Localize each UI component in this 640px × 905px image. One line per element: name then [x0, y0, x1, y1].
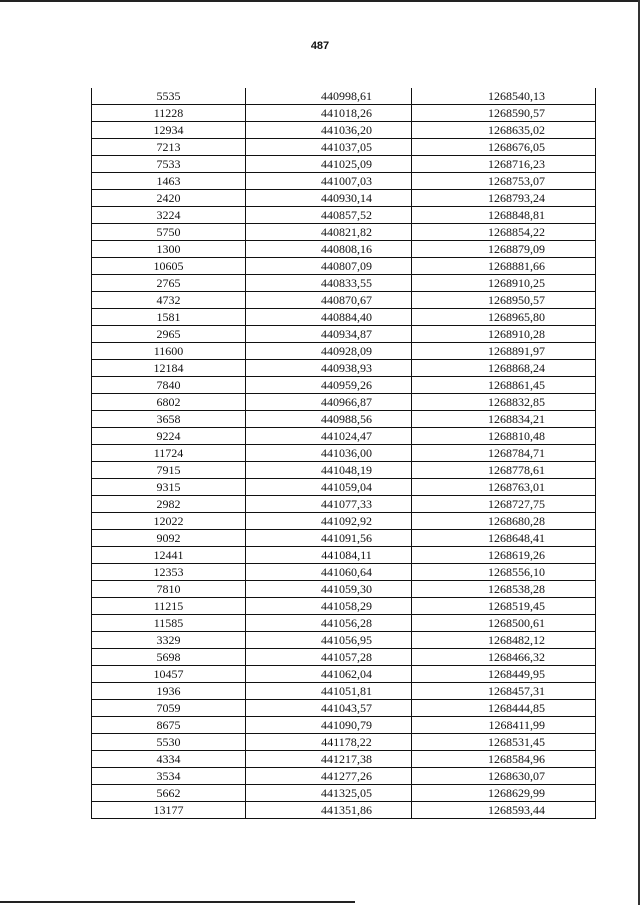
point-number-cell: 7213	[92, 139, 246, 156]
y-coordinate-cell: 1268793,24	[412, 190, 596, 207]
x-coordinate-cell: 441056,28	[246, 615, 412, 632]
point-number-cell: 8675	[92, 717, 246, 734]
table-row	[92, 564, 596, 581]
point-number-cell: 11585	[92, 615, 246, 632]
point-number-cell: 1300	[92, 241, 246, 258]
point-number-cell: 2982	[92, 496, 246, 513]
x-coordinate-cell: 440938,93	[246, 360, 412, 377]
y-coordinate-cell: 1268584,96	[412, 751, 596, 768]
y-coordinate-cell: 1268891,97	[412, 343, 596, 360]
x-coordinate-cell: 441018,26	[246, 105, 412, 122]
table-row	[92, 173, 596, 190]
table-row	[92, 105, 596, 122]
point-number-cell: 6802	[92, 394, 246, 411]
x-coordinate-cell: 440966,87	[246, 394, 412, 411]
point-number-cell: 1936	[92, 683, 246, 700]
x-coordinate-cell: 441090,79	[246, 717, 412, 734]
y-coordinate-cell: 1268834,21	[412, 411, 596, 428]
point-number-cell: 7810	[92, 581, 246, 598]
y-coordinate-cell: 1268861,45	[412, 377, 596, 394]
point-number-cell: 11724	[92, 445, 246, 462]
point-number-cell: 9092	[92, 530, 246, 547]
point-number-cell: 10457	[92, 666, 246, 683]
x-coordinate-cell: 440959,26	[246, 377, 412, 394]
point-number-cell: 11228	[92, 105, 246, 122]
point-number-cell: 7533	[92, 156, 246, 173]
table-row	[92, 479, 596, 496]
point-number-cell: 2420	[92, 190, 246, 207]
x-coordinate-cell: 441325,05	[246, 785, 412, 802]
point-number-cell: 12934	[92, 122, 246, 139]
table-row	[92, 377, 596, 394]
y-coordinate-cell: 1268965,80	[412, 309, 596, 326]
y-coordinate-cell: 1268910,28	[412, 326, 596, 343]
table-row	[92, 190, 596, 207]
x-coordinate-cell: 440930,14	[246, 190, 412, 207]
x-coordinate-cell: 441056,95	[246, 632, 412, 649]
x-coordinate-cell: 441051,81	[246, 683, 412, 700]
point-number-cell: 3534	[92, 768, 246, 785]
x-coordinate-cell: 441043,57	[246, 700, 412, 717]
point-number-cell: 11600	[92, 343, 246, 360]
x-coordinate-cell: 440870,67	[246, 292, 412, 309]
y-coordinate-cell: 1268449,95	[412, 666, 596, 683]
x-coordinate-cell: 441351,86	[246, 802, 412, 819]
point-number-cell: 7840	[92, 377, 246, 394]
x-coordinate-cell: 440988,56	[246, 411, 412, 428]
x-coordinate-cell: 440884,40	[246, 309, 412, 326]
point-number-cell: 7059	[92, 700, 246, 717]
table-row	[92, 598, 596, 615]
point-number-cell: 10605	[92, 258, 246, 275]
x-coordinate-cell: 441037,05	[246, 139, 412, 156]
point-number-cell: 12353	[92, 564, 246, 581]
table-row	[92, 530, 596, 547]
table-row	[92, 666, 596, 683]
point-number-cell: 12184	[92, 360, 246, 377]
x-coordinate-cell: 441092,92	[246, 513, 412, 530]
table-row	[92, 547, 596, 564]
x-coordinate-cell: 441057,28	[246, 649, 412, 666]
table-row	[92, 496, 596, 513]
x-coordinate-cell: 440998,61	[246, 88, 412, 105]
x-coordinate-cell: 440807,09	[246, 258, 412, 275]
table-row	[92, 88, 596, 105]
point-number-cell: 3658	[92, 411, 246, 428]
page-number: 487	[310, 40, 330, 52]
y-coordinate-cell: 1268648,41	[412, 530, 596, 547]
table-row	[92, 258, 596, 275]
point-number-cell: 13177	[92, 802, 246, 819]
y-coordinate-cell: 1268630,07	[412, 768, 596, 785]
point-number-cell: 4334	[92, 751, 246, 768]
table-row	[92, 734, 596, 751]
table-row	[92, 649, 596, 666]
x-coordinate-cell: 440821,82	[246, 224, 412, 241]
table-row	[92, 122, 596, 139]
table-row	[92, 717, 596, 734]
y-coordinate-cell: 1268763,01	[412, 479, 596, 496]
table-row	[92, 275, 596, 292]
table-row	[92, 394, 596, 411]
point-number-cell: 5662	[92, 785, 246, 802]
y-coordinate-cell: 1268540,13	[412, 88, 596, 105]
x-coordinate-cell: 440934,87	[246, 326, 412, 343]
y-coordinate-cell: 1268519,45	[412, 598, 596, 615]
y-coordinate-cell: 1268881,66	[412, 258, 596, 275]
x-coordinate-cell: 441062,04	[246, 666, 412, 683]
y-coordinate-cell: 1268680,28	[412, 513, 596, 530]
x-coordinate-cell: 441007,03	[246, 173, 412, 190]
y-coordinate-cell: 1268531,45	[412, 734, 596, 751]
y-coordinate-cell: 1268556,10	[412, 564, 596, 581]
x-coordinate-cell: 441217,38	[246, 751, 412, 768]
point-number-cell: 5698	[92, 649, 246, 666]
y-coordinate-cell: 1268457,31	[412, 683, 596, 700]
x-coordinate-cell: 441024,47	[246, 428, 412, 445]
table-row	[92, 224, 596, 241]
y-coordinate-cell: 1268832,85	[412, 394, 596, 411]
x-coordinate-cell: 440808,16	[246, 241, 412, 258]
y-coordinate-cell: 1268590,57	[412, 105, 596, 122]
point-number-cell: 5530	[92, 734, 246, 751]
table-row	[92, 802, 596, 819]
point-number-cell: 7915	[92, 462, 246, 479]
y-coordinate-cell: 1268629,99	[412, 785, 596, 802]
table-row	[92, 139, 596, 156]
table-row	[92, 632, 596, 649]
point-number-cell: 2765	[92, 275, 246, 292]
point-number-cell: 5535	[92, 88, 246, 105]
table-row	[92, 683, 596, 700]
top-border-line	[0, 0, 640, 2]
table-row	[92, 615, 596, 632]
table-row	[92, 343, 596, 360]
point-number-cell: 5750	[92, 224, 246, 241]
x-coordinate-cell: 441058,29	[246, 598, 412, 615]
x-coordinate-cell: 440928,09	[246, 343, 412, 360]
x-coordinate-cell: 441036,20	[246, 122, 412, 139]
coordinates-table	[91, 88, 596, 819]
table-row	[92, 428, 596, 445]
table-row	[92, 700, 596, 717]
x-coordinate-cell: 441059,30	[246, 581, 412, 598]
x-coordinate-cell: 441084,11	[246, 547, 412, 564]
coordinates-table-body	[92, 88, 596, 819]
table-row	[92, 292, 596, 309]
y-coordinate-cell: 1268411,99	[412, 717, 596, 734]
y-coordinate-cell: 1268950,57	[412, 292, 596, 309]
y-coordinate-cell: 1268538,28	[412, 581, 596, 598]
table-row	[92, 445, 596, 462]
table-row	[92, 513, 596, 530]
y-coordinate-cell: 1268910,25	[412, 275, 596, 292]
table-row	[92, 156, 596, 173]
table-row	[92, 462, 596, 479]
point-number-cell: 3329	[92, 632, 246, 649]
y-coordinate-cell: 1268482,12	[412, 632, 596, 649]
y-coordinate-cell: 1268500,61	[412, 615, 596, 632]
point-number-cell: 9315	[92, 479, 246, 496]
table-row	[92, 751, 596, 768]
point-number-cell: 2965	[92, 326, 246, 343]
y-coordinate-cell: 1268848,81	[412, 207, 596, 224]
y-coordinate-cell: 1268868,24	[412, 360, 596, 377]
y-coordinate-cell: 1268466,32	[412, 649, 596, 666]
point-number-cell: 9224	[92, 428, 246, 445]
x-coordinate-cell: 441025,09	[246, 156, 412, 173]
table-row	[92, 785, 596, 802]
table-row	[92, 241, 596, 258]
point-number-cell: 12022	[92, 513, 246, 530]
table-row	[92, 581, 596, 598]
y-coordinate-cell: 1268676,05	[412, 139, 596, 156]
point-number-cell: 4732	[92, 292, 246, 309]
x-coordinate-cell: 441060,64	[246, 564, 412, 581]
x-coordinate-cell: 441091,56	[246, 530, 412, 547]
x-coordinate-cell: 441048,19	[246, 462, 412, 479]
y-coordinate-cell: 1268810,48	[412, 428, 596, 445]
table-row	[92, 309, 596, 326]
x-coordinate-cell: 441059,04	[246, 479, 412, 496]
x-coordinate-cell: 441036,00	[246, 445, 412, 462]
y-coordinate-cell: 1268444,85	[412, 700, 596, 717]
table-row	[92, 411, 596, 428]
point-number-cell: 3224	[92, 207, 246, 224]
y-coordinate-cell: 1268727,75	[412, 496, 596, 513]
point-number-cell: 1581	[92, 309, 246, 326]
y-coordinate-cell: 1268784,71	[412, 445, 596, 462]
x-coordinate-cell: 441277,26	[246, 768, 412, 785]
x-coordinate-cell: 441178,22	[246, 734, 412, 751]
y-coordinate-cell: 1268879,09	[412, 241, 596, 258]
x-coordinate-cell: 440857,52	[246, 207, 412, 224]
table-row	[92, 360, 596, 377]
table-row	[92, 326, 596, 343]
y-coordinate-cell: 1268619,26	[412, 547, 596, 564]
bottom-border-line	[0, 901, 355, 903]
table-row	[92, 768, 596, 785]
y-coordinate-cell: 1268716,23	[412, 156, 596, 173]
y-coordinate-cell: 1268854,22	[412, 224, 596, 241]
table-row	[92, 207, 596, 224]
x-coordinate-cell: 441077,33	[246, 496, 412, 513]
y-coordinate-cell: 1268593,44	[412, 802, 596, 819]
y-coordinate-cell: 1268778,61	[412, 462, 596, 479]
point-number-cell: 1463	[92, 173, 246, 190]
point-number-cell: 11215	[92, 598, 246, 615]
x-coordinate-cell: 440833,55	[246, 275, 412, 292]
y-coordinate-cell: 1268635,02	[412, 122, 596, 139]
y-coordinate-cell: 1268753,07	[412, 173, 596, 190]
point-number-cell: 12441	[92, 547, 246, 564]
